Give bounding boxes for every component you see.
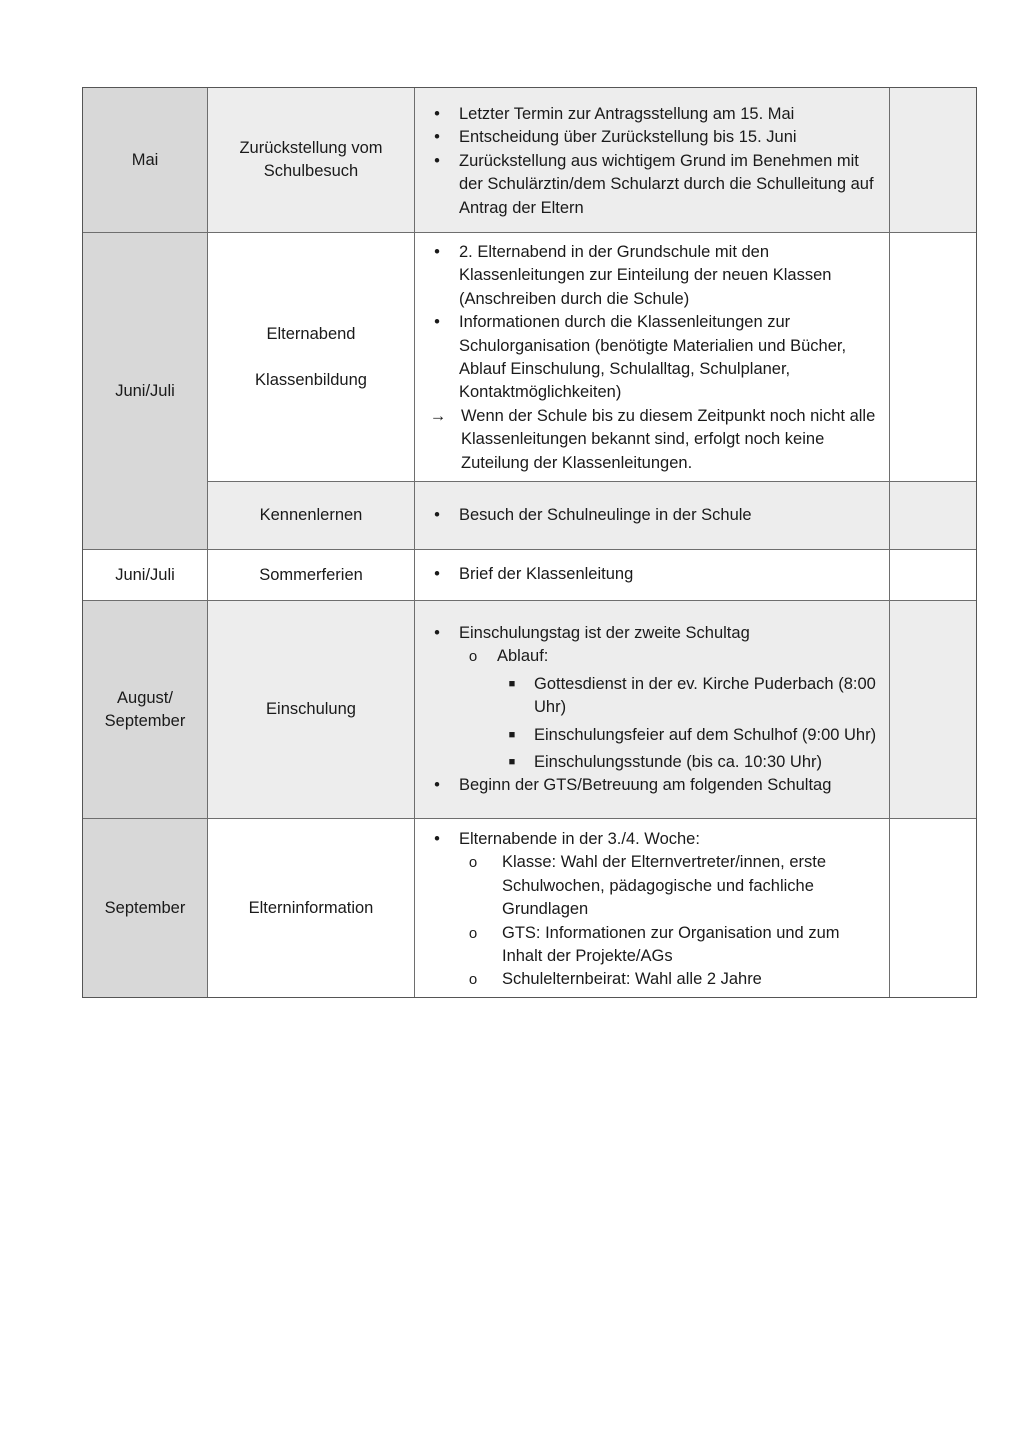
bullet-icon: • — [434, 128, 440, 147]
sub-list-item: o GTS: Informationen zur Organisation und zum Inhalt der Projekte/AGs — [423, 922, 881, 969]
empty-cell — [890, 550, 976, 600]
list-item: • Besuch der Schulneulinge in der Schule — [423, 504, 881, 527]
bullet-icon: • — [434, 105, 440, 123]
topic-cell: Elterninformation — [208, 819, 415, 997]
table-subrow — [208, 481, 976, 549]
list-item: • Beginn der GTS/Betreuung am folgenden Schultag — [423, 774, 881, 797]
sub-sub-list-item: ■ Einschulungsfeier auf dem Schulhof (9:00 Uhr) — [423, 724, 881, 747]
topic-cell: Einschulung — [208, 601, 415, 818]
list-item: • Entscheidung über Zurückstellung bis 15. Juni — [423, 126, 881, 149]
circle-bullet-icon: o — [468, 648, 478, 666]
circle-bullet-icon: o — [468, 854, 478, 872]
month-cell: Juni/Juli — [83, 550, 208, 600]
table-row — [83, 549, 976, 600]
bullet-icon: • — [434, 151, 440, 170]
circle-bullet-icon: o — [468, 924, 478, 942]
list-item: • Brief der Klassenleitung — [423, 563, 881, 586]
bullet-icon: • — [434, 776, 440, 795]
list-item: • Letzter Termin zur Antragsstellung am 15. Mai — [423, 103, 881, 126]
bullet-icon: • — [434, 505, 440, 524]
details-cell — [415, 550, 890, 600]
table-row — [83, 600, 976, 818]
empty-cell — [890, 88, 976, 232]
note-item: → Wenn der Schule bis zu diesem Zeitpunkt noch nicht alle Klassenleitungen bekannt sind, erfolgt noch keine Zuteilung der Klassenleitungen. — [423, 405, 881, 475]
bullet-icon: • — [434, 565, 440, 584]
empty-cell — [890, 601, 976, 818]
sub-list-item: o Ablauf: — [423, 645, 881, 668]
sub-list-item: o Klasse: Wahl der Elternvertreter/innen, erste Schulwochen, pädagogische und fachliche Grundlagen — [423, 851, 881, 921]
list-item: • Informationen durch die Klassenleitungen zur Schulorganisation (benötigte Materialien und Bücher, Ablauf Einschulung, Schulalltag, Schulplaner, Kontaktmöglichkeiten) — [423, 311, 881, 405]
table-row — [83, 88, 976, 232]
bullet-icon: • — [434, 243, 440, 261]
topic-cell — [208, 233, 415, 481]
list-item: • 2. Elternabend in der Grundschule mit den Klassenleitungen zur Einteilung der neuen Klassen (Anschreiben durch die Schule) — [423, 241, 881, 311]
sub-sub-list-item: ■ Gottesdienst in der ev. Kirche Puderbach (8:00 Uhr) — [423, 673, 881, 720]
month-line: August/ — [117, 688, 173, 707]
sub-sub-list-item: ■ Einschulungsstunde (bis ca. 10:30 Uhr) — [423, 751, 881, 774]
bullet-icon: • — [434, 830, 440, 848]
list-item: • Zurückstellung aus wichtigem Grund im Benehmen mit der Schulärztin/dem Schularzt durch die Schulleitung auf Antrag der Eltern — [423, 150, 881, 220]
table-subrow — [208, 233, 976, 481]
details-cell — [415, 819, 890, 997]
topic-line: Schulbesuch — [263, 162, 359, 180]
square-bullet-icon: ■ — [508, 728, 516, 741]
month-line: September — [104, 711, 186, 730]
topic-line: Elternabend — [266, 324, 356, 343]
table-row — [83, 232, 976, 549]
topic-cell — [208, 88, 415, 232]
square-bullet-icon: ■ — [508, 677, 516, 690]
topic-line: Klassenbildung — [255, 370, 367, 389]
table-row — [83, 818, 976, 997]
empty-cell — [890, 819, 976, 997]
list-item: • Elternabende in der 3./4. Woche: — [423, 828, 881, 851]
bullet-icon: • — [434, 624, 440, 642]
month-cell — [83, 601, 208, 818]
schedule-table — [82, 87, 977, 998]
month-cell: Mai — [83, 88, 208, 232]
details-cell — [415, 482, 890, 549]
list-item: • Einschulungstag ist der zweite Schultag — [423, 622, 881, 645]
sub-list-item: o Schulelternbeirat: Wahl alle 2 Jahre — [423, 968, 881, 991]
empty-cell — [890, 233, 976, 481]
details-cell — [415, 601, 890, 818]
topic-line: Zurückstellung vom — [239, 139, 383, 157]
month-cell: September — [83, 819, 208, 997]
empty-cell — [890, 482, 976, 549]
arrow-right-icon: → — [429, 406, 447, 425]
details-cell — [415, 88, 890, 232]
topic-cell: Kennenlernen — [208, 482, 415, 549]
details-cell — [415, 233, 890, 481]
square-bullet-icon: ■ — [508, 756, 516, 769]
bullet-icon: • — [434, 313, 440, 332]
topic-cell: Sommerferien — [208, 550, 415, 600]
month-cell: Juni/Juli — [83, 233, 208, 549]
circle-bullet-icon: o — [468, 971, 478, 989]
